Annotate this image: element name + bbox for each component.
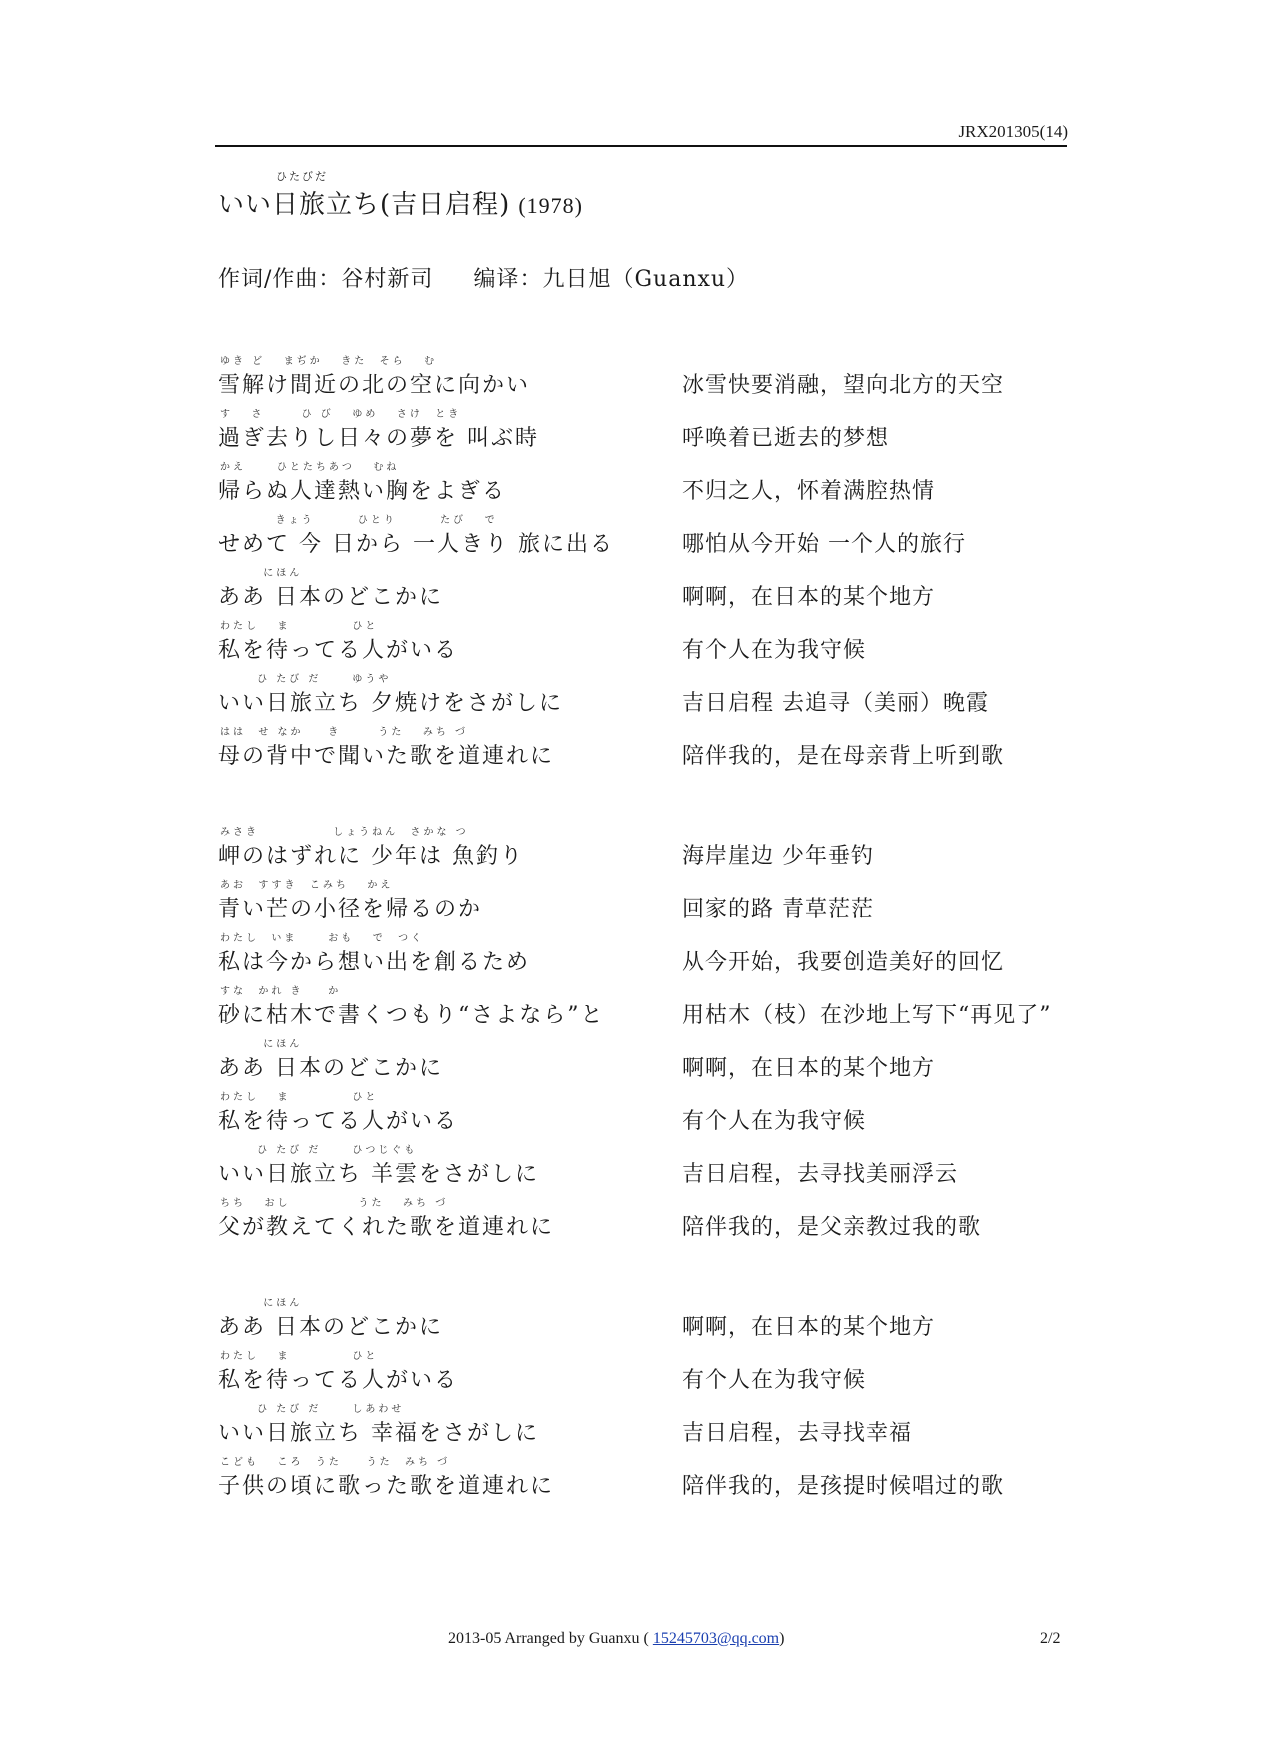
lyric-line — [218, 515, 1078, 578]
verse-2 — [218, 827, 1078, 1261]
furigana: すな かれ き か — [220, 986, 342, 997]
title-ruby: ひたびだ — [276, 170, 329, 183]
furigana: にほん — [220, 1039, 303, 1050]
lyric-line — [218, 727, 1078, 790]
furigana: ちち おし うた みち づ — [220, 1198, 449, 1209]
chinese-translation: 吉日启程，去寻找幸福 — [682, 1421, 913, 1446]
japanese-lyric — [218, 1351, 459, 1394]
japanese-lyric — [218, 568, 443, 611]
furigana: みさき しょうねん さかな つ — [220, 827, 469, 838]
furigana: ひ たび だ ひつじぐも — [220, 1145, 418, 1156]
arranger-value: 九日旭（Guanxu） — [542, 267, 750, 292]
japanese-text: ああ 日本のどこかに — [218, 1056, 443, 1081]
japanese-lyric — [218, 621, 459, 664]
lyric-line — [218, 1457, 1078, 1520]
page-number: 2/2 — [1040, 1630, 1061, 1647]
japanese-lyric — [218, 933, 531, 976]
credits — [218, 262, 749, 293]
japanese-text: 過ぎ去りし日々の夢を 叫ぶ時 — [218, 426, 539, 451]
chinese-translation: 有个人在为我守候 — [682, 1368, 867, 1393]
japanese-text: せめて 今 日から 一人きり 旅に出る — [218, 532, 614, 557]
japanese-lyric — [218, 1145, 539, 1188]
title-main-text: 日旅立ち — [272, 190, 381, 220]
title-prefix: いい — [218, 190, 273, 220]
verse-1 — [218, 356, 1078, 790]
japanese-text: いい日旅立ち 幸福をさがしに — [218, 1421, 539, 1446]
arranger-label: 编译： — [473, 267, 543, 292]
japanese-lyric — [218, 674, 563, 717]
verse-3 — [218, 1298, 1078, 1520]
song-title — [218, 170, 583, 221]
furigana: にほん — [220, 568, 303, 579]
lyric-line — [218, 986, 1078, 1049]
chinese-translation: 啊啊，在日本的某个地方 — [682, 1056, 936, 1081]
japanese-lyric — [218, 1404, 539, 1447]
furigana: あお すすき こみち かえ — [220, 880, 394, 891]
japanese-lyric — [218, 515, 614, 558]
furigana: ひ たび だ ゆうや — [220, 674, 392, 685]
japanese-text: いい日旅立ち 羊雲をさがしに — [218, 1162, 539, 1187]
chinese-translation: 用枯木（枝）在沙地上写下“再见了” — [682, 1003, 1052, 1028]
chinese-translation: 回家的路 青草茫茫 — [682, 897, 874, 922]
chinese-translation: 吉日启程 去追寻（美丽）晚霞 — [682, 691, 989, 716]
chinese-translation: 陪伴我的，是父亲教过我的歌 — [682, 1215, 982, 1240]
chinese-translation: 冰雪快要消融，望向北方的天空 — [682, 373, 1005, 398]
title-year: (1978) — [518, 193, 583, 218]
japanese-text: 私は今から想い出を創るため — [218, 950, 531, 975]
chinese-translation: 啊啊，在日本的某个地方 — [682, 585, 936, 610]
japanese-text: 岬のはずれに 少年は 魚釣り — [218, 844, 524, 869]
furigana: ひ たび だ しあわせ — [220, 1404, 405, 1415]
chinese-translation: 海岸崖边 少年垂钓 — [682, 844, 874, 869]
japanese-lyric — [218, 462, 507, 505]
title-main — [272, 170, 381, 221]
japanese-lyric — [218, 1092, 459, 1135]
header-rule — [215, 145, 1067, 147]
chinese-translation: 有个人在为我守候 — [682, 638, 867, 663]
japanese-text: 雪解け間近の北の空に向かい — [218, 373, 531, 398]
furigana: にほん — [220, 1298, 303, 1309]
japanese-text: ああ 日本のどこかに — [218, 585, 443, 610]
furigana: わたし ま ひと — [220, 621, 379, 632]
japanese-text: ああ 日本のどこかに — [218, 1315, 443, 1340]
footer-email-link[interactable]: 15245703@qq.com — [652, 1630, 780, 1647]
chinese-translation: 陪伴我的，是孩提时候唱过的歌 — [682, 1474, 1005, 1499]
japanese-text: 青い芒の小径を帰るのか — [218, 897, 483, 922]
japanese-text: 父が教えてくれた歌を道連れに — [218, 1215, 555, 1240]
chinese-translation: 从今开始，我要创造美好的回忆 — [682, 950, 1005, 975]
japanese-lyric — [218, 880, 483, 923]
chinese-translation: 陪伴我的，是在母亲背上听到歌 — [682, 744, 1005, 769]
japanese-lyric — [218, 827, 524, 870]
japanese-text: いい日旅立ち 夕焼けをさがしに — [218, 691, 563, 716]
japanese-lyric — [218, 1457, 555, 1500]
japanese-text: 帰らぬ人達熱い胸をよぎる — [218, 479, 507, 504]
japanese-text: 私を待ってる人がいる — [218, 1368, 459, 1393]
furigana: かえ ひとたちあつ むね — [220, 462, 400, 473]
japanese-lyric — [218, 1298, 443, 1341]
lyrics-music-value: 谷村新司 — [341, 267, 434, 292]
chinese-translation: 不归之人，怀着满腔热情 — [682, 479, 936, 504]
furigana: す さ ひ び ゆめ さけ とき — [220, 409, 462, 420]
chinese-translation: 吉日启程，去寻找美丽浮云 — [682, 1162, 959, 1187]
furigana: ゆき ど まぢか きた そら む — [220, 356, 438, 367]
footer-suffix: ) — [779, 1630, 785, 1647]
title-translation: (吉日启程) — [380, 190, 511, 220]
chinese-translation: 啊啊，在日本的某个地方 — [682, 1315, 936, 1340]
japanese-text: 母の背中で聞いた歌を道連れに — [218, 744, 555, 769]
japanese-text: 私を待ってる人がいる — [218, 1109, 459, 1134]
footer-prefix: 2013-05 Arranged by Guanxu ( — [448, 1630, 649, 1647]
chinese-translation: 哪怕从今开始 一个人的旅行 — [682, 532, 966, 557]
document-id: JRX201305(14) — [958, 122, 1068, 141]
chinese-translation: 呼唤着已逝去的梦想 — [682, 426, 890, 451]
lyric-line — [218, 1198, 1078, 1261]
chinese-translation: 有个人在为我守候 — [682, 1109, 867, 1134]
japanese-text: 私を待ってる人がいる — [218, 638, 459, 663]
japanese-text: 子供の頃に歌った歌を道連れに — [218, 1474, 555, 1499]
furigana: はは せ なか き うた みち づ — [220, 727, 469, 738]
japanese-lyric — [218, 986, 605, 1029]
japanese-lyric — [218, 1039, 443, 1082]
furigana: きょう ひとり たび で — [220, 515, 498, 526]
japanese-lyric — [218, 356, 531, 399]
lyric-line — [218, 933, 1078, 996]
furigana: こども ころ うた うた みち づ — [220, 1457, 451, 1468]
furigana: わたし いま おも で つく — [220, 933, 425, 944]
footer-credit — [448, 1630, 784, 1648]
japanese-lyric — [218, 1198, 555, 1241]
japanese-text: 砂に枯木で書くつもり“さよなら”と — [218, 1003, 605, 1028]
lyrics-music-label: 作词/作曲： — [218, 267, 342, 292]
furigana: わたし ま ひと — [220, 1092, 379, 1103]
furigana: わたし ま ひと — [220, 1351, 379, 1362]
japanese-lyric — [218, 727, 555, 770]
japanese-lyric — [218, 409, 539, 452]
